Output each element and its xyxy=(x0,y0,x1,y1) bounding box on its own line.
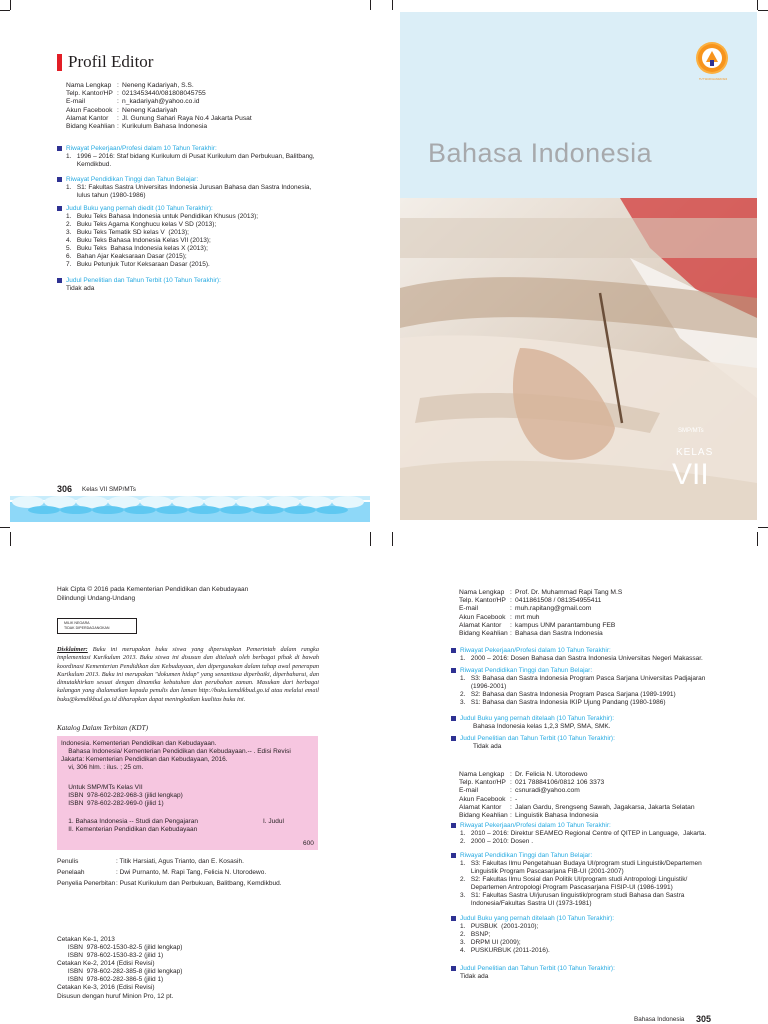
scallop-border xyxy=(10,496,370,522)
profile-row xyxy=(66,98,346,106)
section-heading: Judul Buku yang pernah diedit (10 Tahun Terakhir): xyxy=(66,205,213,212)
section-heading: Judul Buku yang pernah ditelaah (10 Tahun Terakhir): xyxy=(460,915,615,922)
profile-key: E-mail xyxy=(459,787,478,795)
print-line: Cetakan Ke-1, 2013 xyxy=(57,936,115,943)
profile-key: Akun Facebook xyxy=(459,613,506,621)
list-item: 1. S3: Bahasa dan Sastra Indonesia Program Pasca Sarjana Universitas Padjajaran xyxy=(460,675,706,682)
kdt-code: 600 xyxy=(303,840,314,847)
profile-value: csnuradi@yahoo.com xyxy=(515,787,580,795)
education-section xyxy=(451,667,751,709)
section-heading: Judul Penelitian dan Tahun Terbit (10 Tahun Terakhir): xyxy=(66,277,221,284)
profile-row xyxy=(459,771,759,779)
bullet-square-icon xyxy=(451,668,456,673)
list-item: 1. 1996 – 2016: Staf bidang Kurikulum di Pusat Kurikulum dan Perbukuan, Balitbang, xyxy=(66,153,315,160)
kdt-line: Bahasa Indonesia/ Kementerian Pendidikan dan Kebudayaan.-- . Edisi Revisi xyxy=(61,748,291,755)
profile-key: Alamat Kantor xyxy=(459,621,502,629)
crop-mark xyxy=(10,0,11,10)
cover-logo xyxy=(696,42,728,74)
list-item: 1. 2010 – 2016: Direktur SEAMEO Regional Centre of QITEP in Language, Jakarta. xyxy=(460,830,707,837)
profile-key: Telp. Kantor/HP xyxy=(459,779,506,787)
list-item: 2. S2: Bahasa dan Sastra Indonesia Program Pasca Sarjana (1989-1991) xyxy=(460,691,676,698)
profile-value: Linguistik Bahasa Indonesia xyxy=(515,812,599,819)
page-number: 305 xyxy=(696,1014,712,1024)
disclaimer-text: Buku ini merupakan buku siswa yang dipersiapkan Pemerintah dalam rangka implementasi Kurikulum 2013. Buku siswa ini disusun dan ditelaah oleh berbagai pihak di bawah koordinasi Kementerian Pendidikan dan Kebudayaan, dan dipergunakan dalam tahap awal penerapan Kurikulum 2013. Buku ini merupakan "dokumen hidup" yang senantiasa diperbaiki, diperbaharui, dan dimutakhirkan sesuai dengan dinamika kebutuhan dan perubahan zaman. Masukan dari berbagai kalangan yang dialamatkan kepada penulis dan laman http://buku.kemdikbud.go.id atau melalui email buku@kemdikbud.go.id diharapkan dapat meningkatkan kualitas buku ini. xyxy=(57,646,319,703)
profile-colon: : xyxy=(117,123,119,130)
profile-row xyxy=(459,812,759,820)
research-section xyxy=(451,735,751,753)
profile-colon: : xyxy=(510,795,512,803)
profile-value: kampus UNM parantambung FEB xyxy=(515,621,616,629)
list-item: 7. Buku Petunjuk Tutor Keksaraan Dasar (2015). xyxy=(66,261,210,268)
kdt-line: 1. Bahasa Indonesia -- Studi dan Pengajaran xyxy=(61,818,198,825)
section-heading: Riwayat Pekerjaan/Profesi dalam 10 Tahun Terakhir: xyxy=(66,145,217,152)
list-item: (1996-2001) xyxy=(460,683,507,690)
profile-row xyxy=(459,622,749,630)
print-line: ISBN 978-602-1530-83-2 (jilid 1) xyxy=(57,952,164,959)
section-heading: Judul Penelitian dan Tahun Terbit (10 Tahun Terakhir): xyxy=(460,735,615,742)
profile-key: Akun Facebook xyxy=(459,795,506,803)
profile-value: 0411861508 / 081354955411 xyxy=(515,597,602,605)
list-item: 2. S2: Fakultas Ilmu Sosial dan Politik UI/program studi Antropologi Linguistik/ xyxy=(460,876,688,883)
kdt-line: vi, 306 hlm. : ilus. ; 25 cm. xyxy=(61,764,144,771)
book-cover xyxy=(400,12,757,520)
list-item: lulus tahun (1980-1986) xyxy=(66,192,146,199)
work-history-section xyxy=(57,145,347,171)
education-section xyxy=(451,852,751,910)
disclaimer-label: Disklaimer: xyxy=(57,646,88,653)
profile-key: Nama Lengkap xyxy=(459,589,505,596)
profile-row xyxy=(459,796,759,804)
profile-colon: : xyxy=(510,597,512,605)
kdt-box xyxy=(57,736,318,850)
copyright-line: Hak Cipta © 2016 pada Kementerian Pendidikan dan Kebudayaan xyxy=(57,586,249,593)
profile-row xyxy=(459,804,759,812)
profile-row xyxy=(459,605,749,613)
print-line: ISBN 978-602-282-386-5 (jilid 1) xyxy=(57,976,164,983)
crop-mark xyxy=(370,0,371,10)
list-item: Indonesia/Fakultas Sastra UI (1973-1981) xyxy=(460,900,592,907)
profile-colon: : xyxy=(117,114,119,122)
credit-value: : Titik Harsiati, Agus Trianto, dan E. Kosasih. xyxy=(116,858,244,865)
profile-key: E-mail xyxy=(66,98,85,106)
crop-mark xyxy=(370,532,371,546)
kelas-roman: VII xyxy=(672,458,709,491)
profile-colon: : xyxy=(510,589,512,596)
profile-row xyxy=(66,107,346,115)
profile-row xyxy=(459,630,749,638)
section-heading: Riwayat Pendidikan Tinggi dan Tahun Belajar: xyxy=(460,667,593,674)
tut-wuri-icon xyxy=(696,42,728,74)
bullet-square-icon xyxy=(451,823,456,828)
profile-colon: : xyxy=(510,771,512,778)
list-item: 1. S1: Fakultas Sastra Universitas Indonesia Jurusan Bahasa dan Sastra Indonesia, xyxy=(66,184,312,191)
profile-colon: : xyxy=(510,803,512,811)
profile-value: Jl. Gunung Sahari Raya No.4 Jakarta Pusat xyxy=(122,114,252,122)
bullet-square-icon xyxy=(451,648,456,653)
bullet-square-icon xyxy=(57,146,62,151)
section-heading: Judul Buku yang pernah ditelaah (10 Tahun Terakhir): xyxy=(460,715,615,722)
profile-key: Alamat Kantor xyxy=(459,803,502,811)
editor-profile xyxy=(459,589,749,641)
profile-key: Nama Lengkap xyxy=(459,771,505,778)
profile-row xyxy=(459,597,749,605)
list-item: 1. PUSBUK (2001-2010); xyxy=(460,923,539,930)
profile-key: Alamat Kantor xyxy=(66,114,109,122)
crop-mark xyxy=(10,532,11,546)
profile-key: E-mail xyxy=(459,605,478,613)
profile-value: mrt muh xyxy=(515,613,540,621)
bullet-square-icon xyxy=(451,966,456,971)
cover-title: Bahasa Indonesia xyxy=(428,138,653,168)
edited-books-section xyxy=(57,205,347,271)
stamp-text: TIDAK DIPERDAGANGKAN xyxy=(64,626,110,630)
copyright-line: Dilindungi Undang-Undang xyxy=(57,595,136,602)
profile-value: Neneng Kadariyah, S.S. xyxy=(122,82,194,89)
list-item: Kemdikbud. xyxy=(66,161,112,168)
profile-row xyxy=(459,787,759,795)
kelas-label: KELAS xyxy=(676,447,714,458)
crop-mark xyxy=(0,527,10,528)
print-line: Disusun dengan huruf Minion Pro, 12 pt. xyxy=(57,993,174,1000)
list-item: 3. S1: Fakultas Sastra UI/jurusan linguistik/program studi Bahasa dan Sastra xyxy=(460,892,685,899)
profile-value: Jalan Gardu, Srengseng Sawah, Jagakarsa, Jakarta Selatan xyxy=(515,803,695,811)
list-item: 6. Bahan Ajar Keaksaraan Dasar (2015); xyxy=(66,253,187,260)
page-number: 306 xyxy=(57,484,73,494)
reviewed-books-section xyxy=(451,715,751,733)
profile-value: Bahasa dan Sastra Indonesia xyxy=(515,630,603,637)
crop-mark xyxy=(758,527,768,528)
stamp-text: MILIK NEGARA xyxy=(64,621,90,625)
section-heading: Riwayat Pekerjaan/Profesi dalam 10 Tahun Terakhir: xyxy=(460,647,611,654)
section-heading: Riwayat Pendidikan Tinggi dan Tahun Belajar: xyxy=(66,176,199,183)
credit-key: Penyelia Penerbitan xyxy=(57,880,116,887)
profile-key: Bidang Keahlian xyxy=(459,630,508,637)
editor-profile xyxy=(459,771,759,823)
page-title: Profil Editor xyxy=(68,52,154,71)
print-line: Cetakan Ke-3, 2016 (Edisi Revisi) xyxy=(57,984,155,991)
profile-value: 0213453440/081808045755 xyxy=(122,90,206,98)
research-section xyxy=(451,965,751,983)
list-item: 1. Buku Teks Bahasa Indonesia untuk Pendidikan Khusus (2013); xyxy=(66,213,259,220)
list-item: 5. Buku Teks Bahasa Indonesia kelas X (2013); xyxy=(66,245,208,252)
profile-row xyxy=(66,82,346,90)
profile-row xyxy=(459,779,759,787)
profile-value: 021 78884106/0812 106 3373 xyxy=(515,779,605,787)
list-item: 1. S3: Fakultas Ilmu Pengetahuan Budaya UI/program studi Linguistik/Departemen xyxy=(460,860,702,867)
kdt-line: ISBN 978-602-282-969-0 (jilid 1) xyxy=(61,800,164,807)
list-item: Departemen Antropologi Program Pascasarjana FISIP-UI (1986-1991) xyxy=(460,884,673,891)
profile-row xyxy=(66,90,346,98)
profile-colon: : xyxy=(510,605,512,613)
disclaimer xyxy=(57,646,319,704)
kdt-title: Katalog Dalam Terbitan (KDT) xyxy=(57,724,148,732)
profile-colon: : xyxy=(510,613,512,621)
title-accent-bar xyxy=(57,54,62,71)
list-item: 3. Buku Teks Tematik SD kelas V (2013); xyxy=(66,229,189,236)
profile-key: Akun Facebook xyxy=(66,106,113,114)
profile-colon: : xyxy=(510,621,512,629)
section-heading: Riwayat Pendidikan Tinggi dan Tahun Belajar: xyxy=(460,852,593,859)
crop-mark xyxy=(392,532,393,546)
kdt-line: ISBN 978-602-282-968-3 (jilid lengkap) xyxy=(61,792,183,799)
editor-profile xyxy=(66,82,346,140)
print-line: ISBN 978-602-282-385-8 (jilid lengkap) xyxy=(57,968,183,975)
bullet-square-icon xyxy=(57,177,62,182)
profile-colon: : xyxy=(510,630,512,637)
profile-colon: : xyxy=(510,787,512,795)
list-item: Linguistik Program Pascasarjana FIB-UI (2001-2007) xyxy=(460,868,624,875)
profile-key: Bidang Keahlian xyxy=(459,812,508,819)
profile-row xyxy=(66,115,346,123)
credit-key: Penulis xyxy=(57,858,79,865)
kdt-line: Untuk SMP/MTs Kelas VII xyxy=(61,784,143,791)
reviewed-books-section xyxy=(451,915,751,957)
profile-key: Telp. Kantor/HP xyxy=(66,90,113,98)
list-item: Tidak ada xyxy=(460,973,489,980)
profile-row xyxy=(459,589,749,597)
profile-value: n_kadariyah@yahoo.co.id xyxy=(122,98,200,106)
profile-colon: : xyxy=(117,90,119,98)
bullet-square-icon xyxy=(451,916,456,921)
kdt-line: Jakarta: Kementerian Pendidikan dan Kebudayaan, 2016. xyxy=(61,756,228,763)
profile-value: muh.rapitang@gmail.com xyxy=(515,605,592,613)
bullet-square-icon xyxy=(451,853,456,858)
credit-key: Penelaah xyxy=(57,869,85,876)
bullet-square-icon xyxy=(451,736,456,741)
research-section xyxy=(57,277,347,295)
stamp-box xyxy=(57,618,137,634)
print-line: Cetakan Ke-2, 2014 (Edisi Revisi) xyxy=(57,960,155,967)
crop-mark xyxy=(757,0,758,10)
profile-row xyxy=(459,614,749,622)
crop-mark xyxy=(392,0,393,10)
profile-value: - xyxy=(515,795,518,803)
list-item: 3. S1: Bahasa dan Sastra Indonesia IKIP Ujung Pandang (1980-1986) xyxy=(460,699,666,706)
level-label: SMP/MTs xyxy=(678,428,704,434)
profile-colon: : xyxy=(117,98,119,106)
list-item: 2. Buku Teks Agama Konghucu kelas V SD (2013); xyxy=(66,221,217,228)
list-item: Tidak ada xyxy=(66,285,95,292)
kdt-line: Indonesia. Kementerian Pendidikan dan Kebudayaan. xyxy=(61,740,217,747)
list-item: 4. Buku Teks Bahasa Indonesia Kelas VII (2013); xyxy=(66,237,211,244)
profile-colon: : xyxy=(117,106,119,114)
list-item: Tidak ada xyxy=(473,743,502,750)
credit-value: : Pusat Kurikulum dan Perbukuan, Balitbang, Kemdikbud. xyxy=(116,880,282,887)
bullet-square-icon xyxy=(451,716,456,721)
bullet-square-icon xyxy=(57,206,62,211)
profile-value: Kurikulum Bahasa Indonesia xyxy=(122,123,208,130)
list-item: 2. BSNP; xyxy=(460,931,491,938)
profile-key: Telp. Kantor/HP xyxy=(459,597,506,605)
education-section xyxy=(57,176,347,202)
crop-mark xyxy=(0,10,10,11)
crop-mark xyxy=(757,532,758,546)
work-history-section xyxy=(451,647,751,665)
kdt-line: II. Kementerian Pendidikan dan Kebudayaan xyxy=(61,826,198,833)
list-item: 4. PUSKURBUK (2011-2016). xyxy=(460,947,550,954)
profile-colon: : xyxy=(117,82,119,89)
section-heading: Judul Penelitian dan Tahun Terbit (10 Tahun Terakhir): xyxy=(460,965,615,972)
profile-colon: : xyxy=(510,779,512,787)
profile-value: Dr. Felicia N. Utorodewo xyxy=(515,771,588,778)
profile-value: Neneng Kadariyah xyxy=(122,106,178,114)
profile-colon: : xyxy=(510,812,512,819)
profile-row xyxy=(66,123,346,131)
page-running-head: Bahasa Indonesia xyxy=(634,1016,685,1023)
list-item: 3. DRPM UI (2009); xyxy=(460,939,521,946)
crop-mark xyxy=(758,10,768,11)
profile-key: Bidang Keahlian xyxy=(66,123,115,130)
kdt-judul: I. Judul xyxy=(263,818,284,825)
work-history-section xyxy=(451,822,751,848)
list-item: 1. 2000 – 2016: Dosen Bahasa dan Sastra Indonesia Universitas Negeri Makassar. xyxy=(460,655,703,662)
bullet-square-icon xyxy=(57,278,62,283)
list-item: 2. 2000 – 2010: Dosen . xyxy=(460,838,533,845)
credit-value: : Dwi Purnanto, M. Rapi Tang, Felicia N. Utorodewo. xyxy=(116,869,267,876)
profile-value: Prof. Dr. Muhammad Rapi Tang M.S xyxy=(515,589,623,596)
page-running-head: Kelas VII SMP/MTs xyxy=(82,486,136,493)
print-line: ISBN 978-602-1530-82-5 (jilid lengkap) xyxy=(57,944,183,951)
logo-caption: TUT WURI HANDAYANI xyxy=(698,78,728,81)
list-item: Bahasa Indonesia kelas 1,2,3 SMP, SMA, SMK. xyxy=(473,723,611,730)
profile-key: Nama Lengkap xyxy=(66,82,112,89)
section-heading: Riwayat Pekerjaan/Profesi dalam 10 Tahun Terakhir: xyxy=(460,822,611,829)
